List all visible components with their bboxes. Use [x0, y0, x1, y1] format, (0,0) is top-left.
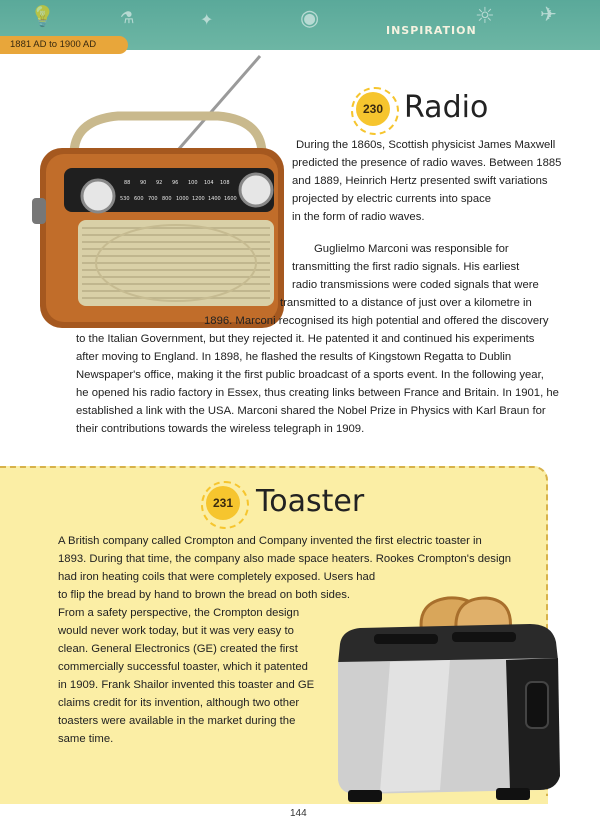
radio-dial-label: 108 [220, 180, 230, 186]
radio-text-line: projected by electric currents into space [292, 193, 492, 205]
radio-dial-label: 1400 [208, 196, 221, 202]
toaster-text-line: toasters were available in the market during the [58, 715, 296, 727]
toaster-text-line: A British company called Crompton and Company invented the first electric toaster in [58, 535, 482, 547]
radio-dial-label: 104 [204, 180, 214, 186]
radio-text-line: predicted the presence of radio waves. Between 1885 [292, 157, 562, 169]
radio-dial-label: 96 [172, 180, 179, 186]
radio-dial-label: 600 [134, 196, 144, 202]
radio-dial-label: 100 [188, 180, 198, 186]
toaster-number-badge: 231 [206, 486, 240, 520]
radio-dial-label: 88 [124, 180, 131, 186]
radio-text-line: 1896. Marconi recognised its high potential and offered the discovery [204, 315, 549, 327]
radio-text-line: Guglielmo Marconi was responsible for [314, 243, 509, 255]
radio-dial-label: 530 [120, 196, 130, 202]
radio-text-line: in the form of radio waves. [292, 211, 425, 223]
toaster-text-line: would never work today, but it was very easy to [58, 625, 294, 637]
radio-text-line: to the Italian Government, but they rejected it. He patented it and continued his experiments [76, 333, 535, 345]
toaster-text-line: clean. General Electronics (GE) created the first [58, 643, 298, 655]
radio-dial-label: 90 [140, 180, 147, 186]
radio-illustration [28, 50, 290, 332]
page-number: 144 [290, 808, 307, 819]
banner-label: INSPIRATION [386, 24, 477, 37]
radio-number-badge: 230 [356, 92, 390, 126]
radio-dial-label: 700 [148, 196, 158, 202]
radio-text-line: Newspaper's office, making it the first public broadcast of a sports event. In the following year, [76, 369, 544, 381]
toaster-text-line: From a safety perspective, the Crompton design [58, 607, 300, 619]
toaster-text-line: same time. [58, 733, 114, 745]
lightbulb-doodle-icon: 💡 [30, 4, 55, 28]
radio-text-line: transmitted to a distance of just over a kilometre in [280, 297, 532, 309]
flask-doodle-icon: ⚗ [120, 8, 135, 27]
radio-dial-label: 1000 [176, 196, 189, 202]
radio-dial-label: 92 [156, 180, 163, 186]
toaster-illustration [330, 590, 570, 820]
radio-dial-label: 1200 [192, 196, 205, 202]
toaster-text-line: in 1909. Frank Shailor invented this toaster and GE [58, 679, 315, 691]
eye-doodle-icon: ◉ [300, 6, 320, 31]
toaster-text-line: to flip the bread by hand to brown the bread on both sides. [58, 589, 351, 601]
radio-text-line: During the 1860s, Scottish physicist James Maxwell [296, 139, 556, 151]
toaster-text-line: had iron heating coils that were completely exposed. Users had [58, 571, 376, 583]
radio-text-line: after moving to England. In 1898, he flashed the results of Kingstown Regatta to Dublin [76, 351, 512, 363]
era-tab: 1881 AD to 1900 AD [0, 36, 128, 54]
radio-text-line: established a link with the USA. Marconi shared the Nobel Prize in Physics with Karl Braun for [76, 405, 546, 417]
radio-title: Radio [404, 90, 489, 125]
star-doodle-icon: ✦ [200, 10, 214, 29]
radio-dial-label: 800 [162, 196, 172, 202]
radio-text-line: transmitting the first radio signals. His earliest [292, 261, 520, 273]
toaster-text-line: 1893. During that time, the company also made space heaters. Rookes Crompton's design [58, 553, 512, 565]
rocket-doodle-icon: ✈ [540, 2, 557, 26]
sun-doodle-icon: ☼ [475, 4, 495, 29]
radio-text-line: he opened his radio factory in Essex, thus creating links between France and Britain. In 1901, he [76, 387, 559, 399]
radio-text-line: radio transmissions were coded signals that were [292, 279, 539, 291]
toaster-title: Toaster [256, 484, 365, 519]
radio-text-line: their contributions towards the wireless telegraph in 1909. [76, 423, 365, 435]
radio-text-line: and 1889, Heinrich Hertz presented swift variations [292, 175, 548, 187]
radio-dial-label: 1600 [224, 196, 237, 202]
toaster-text-line: commercially successful toaster, which it patented [58, 661, 308, 673]
toaster-text-line: claims credit for its invention, although two other [58, 697, 300, 709]
